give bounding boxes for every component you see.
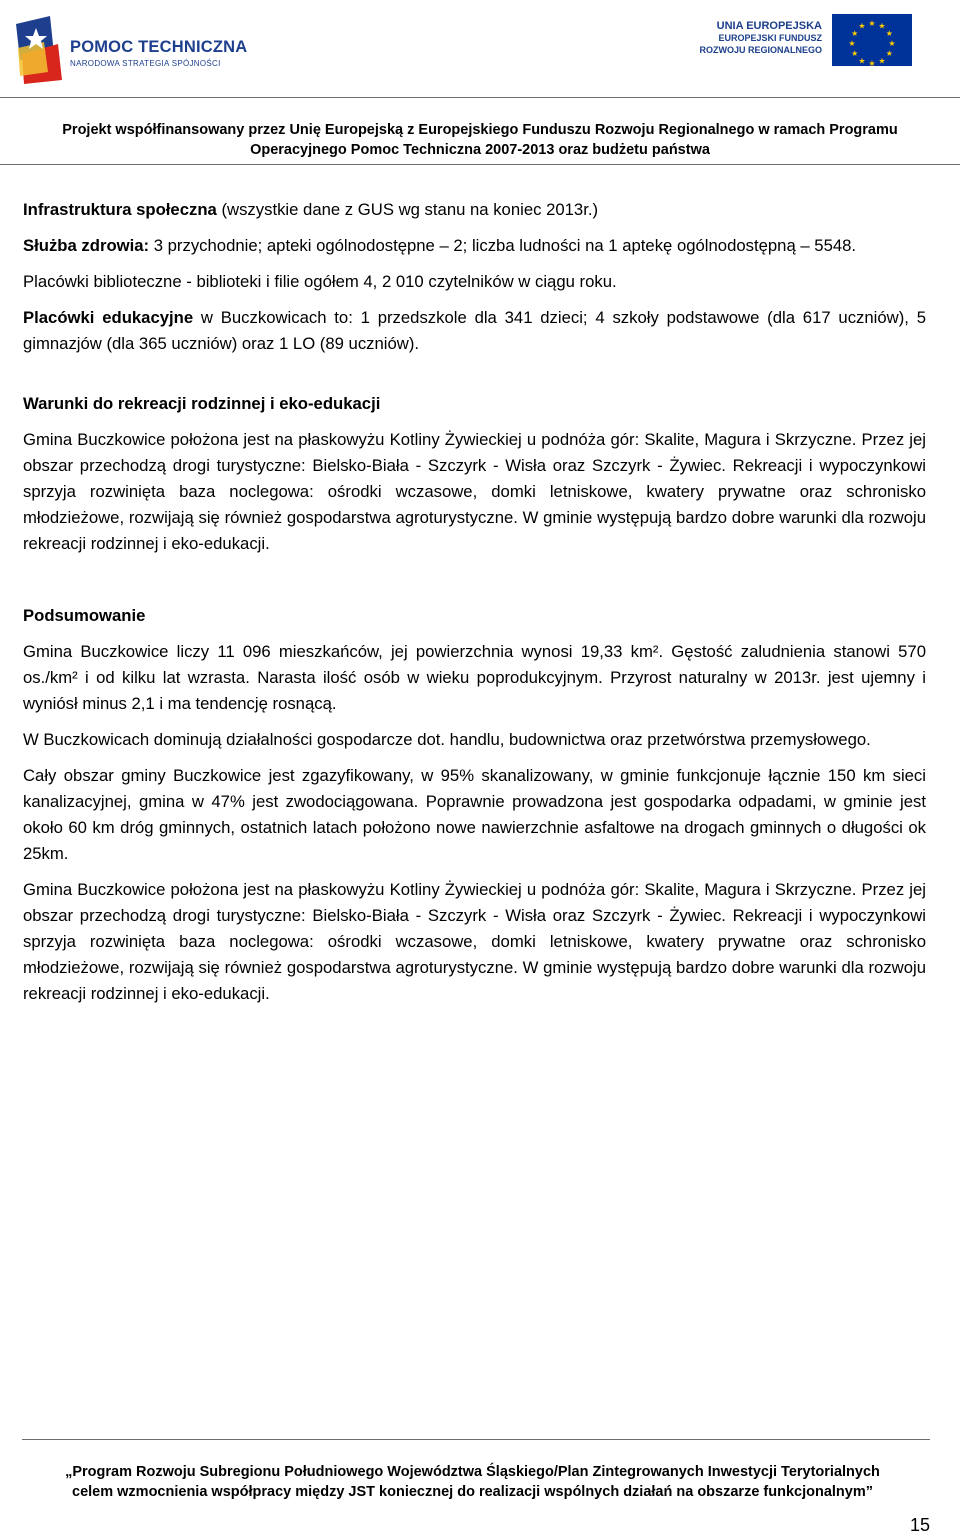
footer-program-note [0,1462,945,1502]
summary-paragraph-2: W Buczkowicach dominują działalności gospodarcze dot. handlu, budownictwa oraz przetwórstwa przemysłowego. [23,730,871,749]
summary-paragraph-4: Gmina Buczkowice położona jest na płaskowyżu Kotliny Żywieckiej u podnóża gór: Skalite, Magura i Skrzyczne. Przez jej obszar przechodzą drogi turystyczne: Bielsko-Biała - Szczyrk - Wisła oraz Szczyrk - Żywiec. Rekreacji i wypoczynkowi sprzyja rozwinięta baza noclegowa: ośrodki wczasowe, domki letniskowe, kwatery prywatne oraz schronisko młodzieżowe, rozwijają się również gospodarstwa agroturystyczne. W gminie występują bardzo dobre warunki dla rozwoju rekreacji rodzinnej i eko-edukacji. [23,880,926,1003]
library-paragraph: Placówki biblioteczne - biblioteki i filie ogółem 4, 2 010 czytelników w ciągu roku. [23,272,617,291]
pomoc-techniczna-subtitle: NARODOWA STRATEGIA SPÓJNOŚCI [70,59,221,68]
eu-erdf-logo [690,14,912,66]
eu-logo-line3: ROZWOJU REGIONALNEGO [699,45,822,55]
svg-text:★: ★ [878,56,886,66]
infrastructure-note: (wszystkie dane z GUS wg stanu na koniec 2013r.) [216,200,599,219]
project-funding-line1: Projekt współfinansowany przez Unię Europejską z Europejskiego Funduszu Rozwoju Regionalnego w ramach Programu [62,122,898,138]
eu-logo-text [699,20,822,56]
eu-logo-line2: EUROPEJSKI FUNDUSZ [718,33,822,43]
header-divider [0,97,960,98]
health-service-label: Służba zdrowia: [23,236,150,255]
infrastructure-intro [23,197,926,223]
footer-line1: „Program Rozwoju Subregionu Południowego Województwa Śląskiego/Plan Zintegrowanych Inwestycji Terytorialnych [65,1464,880,1480]
summary-paragraph-1: Gmina Buczkowice liczy 11 096 mieszkańców, jej powierzchnia wynosi 19,33 km². Gęstość zaludnienia stanowi 570 os./km² i od kilku lat wzrasta. Narasta ilość osób w wieku poprodukcyjnym. Przyrost naturalny w 2013r. jest ujemny i wyniósł minus 2,1 i ma tendencję rosnącą. [23,642,926,713]
health-service-paragraph [23,233,926,259]
footer-line2: celem wzmocnienia współpracy między JST koniecznej do realizacji wspólnych działań na obszarze funkcjonalnym” [72,1484,873,1500]
svg-text:★: ★ [868,59,876,66]
svg-text:★: ★ [858,56,866,66]
recreation-paragraph: Gmina Buczkowice położona jest na płaskowyżu Kotliny Żywieckiej u podnóża gór: Skalite, Magura i Skrzyczne. Przez jej obszar przechodzą drogi turystyczne: Bielsko-Biała - Szczyrk - Wisła oraz Szczyrk - Żywiec. Rekreacji i wypoczynkowi sprzyja rozwinięta baza noclegowa: ośrodki wczasowe, domki letniskowe, kwatery prywatne oraz schronisko młodzieżowe, rozwijają się również gospodarstwa agroturystyczne. W gminie występują bardzo dobre warunki dla rozwoju rekreacji rodzinnej i eko-edukacji. [23,430,926,553]
svg-text:★: ★ [858,21,866,31]
education-text: w Buczkowicach to: 1 przedszkole dla 341 dzieci; 4 szkoły podstawowe (dla 617 uczniów), 5 gimnazjów (dla 365 uczniów) oraz 1 LO (89 uczniów). [23,308,926,353]
svg-text:★: ★ [848,39,856,48]
project-funding-note [0,120,960,160]
pomoc-techniczna-name: POMOC TECHNICZNA [70,38,248,56]
eu-flag-icon [832,14,912,66]
svg-text:★: ★ [851,49,859,58]
summary-paragraph-3: Cały obszar gminy Buczkowice jest zgazyfikowany, w 95% skanalizowany, w gminie funkcjonuje łącznie 150 km sieci kanalizacyjnej, gmina w 47% jest zwodociągowana. Poprawnie prowadzona jest gospodarka odpadami, w gminie jest około 60 km dróg gminnych, ostatnich latach położono nowe nawierzchnie asfaltowe na drogach gminnych o długości ok 25km. [23,766,926,863]
svg-text:★: ★ [888,39,896,48]
document-body [23,197,926,1007]
svg-text:★: ★ [868,19,876,28]
pomoc-techniczna-emblem-icon [14,14,64,86]
footer-divider [22,1439,930,1440]
summary-heading: Podsumowanie [23,606,146,625]
svg-text:★: ★ [885,49,893,58]
health-service-text: 3 przychodnie; apteki ogólnodostępne – 2; liczba ludności na 1 aptekę ogólnodostępną – 5548. [149,236,857,255]
header-bottom-divider [0,164,960,165]
education-paragraph [23,305,926,357]
svg-text:★: ★ [885,29,893,38]
svg-text:★: ★ [851,29,859,38]
page-number: 15 [909,1515,930,1535]
eu-logo-line1: UNIA EUROPEJSKA [716,20,822,32]
education-label: Placówki edukacyjne [23,308,194,327]
svg-text:★: ★ [878,21,886,31]
recreation-heading: Warunki do rekreacji rodzinnej i eko-edukacji [23,394,381,413]
infrastructure-heading: Infrastruktura społeczna [23,200,217,219]
project-funding-line2: Operacyjnego Pomoc Techniczna 2007-2013 oraz budżetu państwa [250,142,710,158]
pomoc-techniczna-logo [14,14,254,86]
